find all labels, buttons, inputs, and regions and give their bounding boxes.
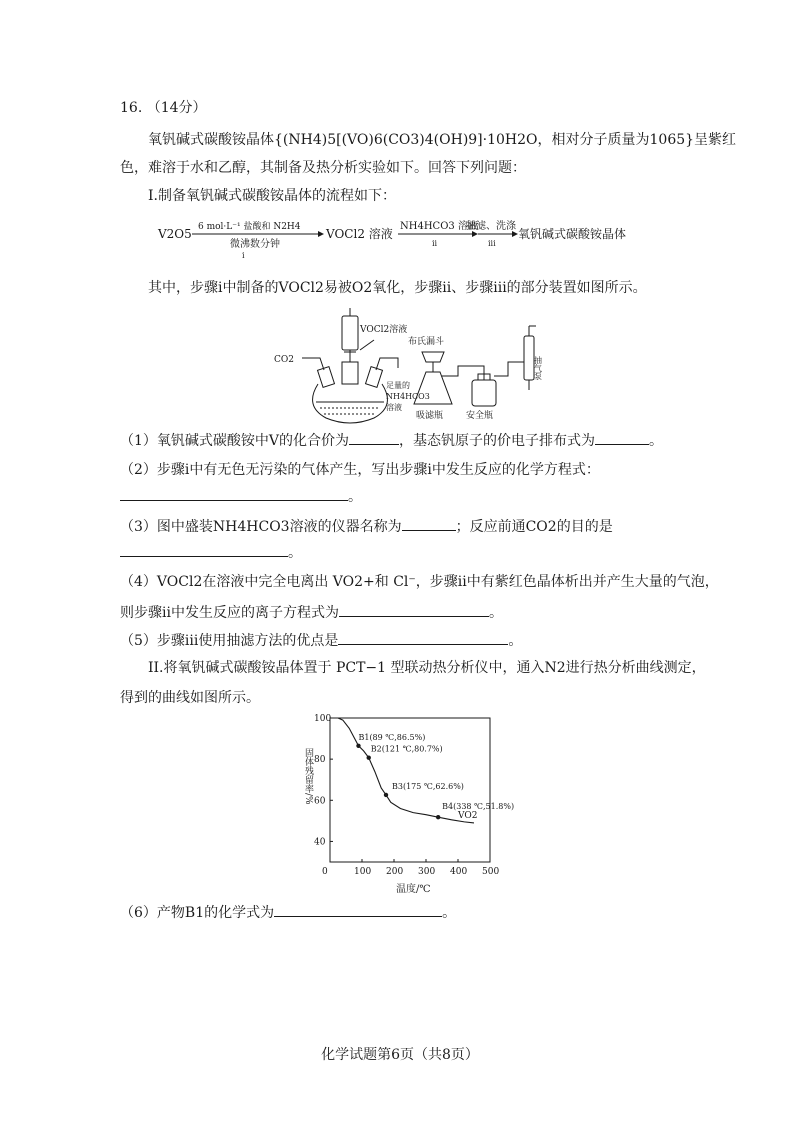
point-marker xyxy=(436,815,440,819)
y-tick-label: 80 xyxy=(314,755,326,766)
page-footer: 化学试题第6页（共8页） xyxy=(321,1047,479,1063)
q2-end: 。 xyxy=(348,489,362,505)
x-tick-label: 500 xyxy=(482,867,500,877)
x-tick-label: 0 xyxy=(322,867,328,877)
q3-end: 。 xyxy=(288,545,302,561)
flow-step2-roman: ii xyxy=(432,239,438,248)
flow-step2-reagent: NH4HCO3 溶液 xyxy=(400,221,478,232)
q5-end: 。 xyxy=(508,633,523,649)
x-tick-label: 100 xyxy=(354,867,372,877)
point-marker xyxy=(384,793,388,797)
flask-label: 吸滤瓶 xyxy=(416,411,444,421)
q1-blank-electron-config[interactable] xyxy=(595,430,649,445)
point-label: B3(175 ℃,62.6%) xyxy=(392,781,464,791)
flow-step1-roman: i xyxy=(242,251,245,260)
flow-diagram xyxy=(150,212,650,260)
flow-end: 氧钒碱式碳酸铵晶体 xyxy=(518,227,627,241)
q6-end: 。 xyxy=(442,905,457,921)
question-2: （2）步骤i中有无色无污染的气体产生，写出步骤i中发生反应的化学方程式： xyxy=(120,462,600,478)
y-tick-label: 60 xyxy=(314,796,326,807)
q3-blank-instrument[interactable] xyxy=(402,516,456,531)
vo2-end-label: VO2 xyxy=(458,810,478,821)
pump-label: 抽气泵 xyxy=(533,356,543,380)
point-marker xyxy=(356,744,360,748)
q1-blank-valence[interactable] xyxy=(349,430,399,445)
question-number: 16. xyxy=(120,100,143,116)
intro-line-1: 氧钒碱式碳酸铵晶体{(NH4)5[(VO)6(CO3)4(OH)9]·10H2O，相对分子质量为1065}呈紫红 xyxy=(148,132,737,148)
q1-end: 。 xyxy=(649,433,664,449)
question-5 xyxy=(120,630,522,651)
q3-text: （3）图中盛装NH4HCO3溶液的仪器名称为 xyxy=(120,519,402,535)
x-tick-label: 200 xyxy=(386,867,404,877)
q1-text: （1）氧钒碱式碳酸铵中V的化合价为 xyxy=(120,433,350,449)
q4-end: 。 xyxy=(488,605,503,621)
thermal-analysis-chart xyxy=(290,710,520,900)
q5-blank-advantage[interactable] xyxy=(338,630,508,645)
question-header xyxy=(120,98,207,118)
apparatus-figure xyxy=(262,306,562,426)
chart-x-axis-label: 温度/℃ xyxy=(396,884,431,895)
intro-line-2: 色，难溶于水和乙醇，其制备及热分析实验如下。回答下列问题： xyxy=(120,160,526,176)
part2-line-2: 得到的曲线如图所示。 xyxy=(120,690,260,706)
point-label: B4(338 ℃,51.8%) xyxy=(442,802,515,812)
y-tick-label: 100 xyxy=(314,714,332,724)
question-4-line-2 xyxy=(120,602,503,623)
q5-text: （5）步骤iii使用抽滤方法的优点是 xyxy=(120,633,339,649)
x-tick-label: 300 xyxy=(418,867,436,877)
flow-step1-condition: 微沸数分钟 xyxy=(230,239,280,250)
funnel-label: 布氏漏斗 xyxy=(408,337,445,347)
question-6 xyxy=(120,902,456,923)
chart-y-axis-label: 固体残留率/% xyxy=(303,748,313,805)
q3-blank-purpose[interactable] xyxy=(120,542,288,557)
flow-step3-roman: iii xyxy=(488,239,496,248)
flow-middle: VOCl2 溶液 xyxy=(326,227,393,241)
question-1 xyxy=(120,430,663,451)
part1-heading: I.制备氧钒碱式碳酸铵晶体的流程如下： xyxy=(148,188,396,204)
q3-mid: ；反应前通CO2的目的是 xyxy=(455,519,613,535)
part2-line-1: II.将氧钒碱式碳酸铵晶体置于 PCT−1 型联动热分析仪中，通入N2进行热分析曲线测定， xyxy=(148,660,706,676)
question-2-answer-line xyxy=(120,486,362,507)
nh4hco3-label-3: 溶液 xyxy=(386,403,402,412)
q2-blank-equation[interactable] xyxy=(120,486,348,501)
flow-step1-reagent: 6 mol·L⁻¹ 盐酸和 N2H4 xyxy=(198,222,301,232)
point-label: B1(89 ℃,86.5%) xyxy=(358,732,426,742)
question-4-line-1: （4）VOCl2在溶液中完全电离出 VO2+和 Cl⁻，步骤ii中有紫红色晶体析出并产生大量的气泡， xyxy=(120,574,719,590)
q4-text: 则步骤ii中发生反应的离子方程式为 xyxy=(120,605,339,621)
question-3 xyxy=(120,516,613,537)
point-label: B2(121 ℃,80.7%) xyxy=(370,744,443,754)
vocl2-label: VOCl2溶液 xyxy=(360,325,408,335)
point-marker xyxy=(367,756,371,760)
x-tick-label: 400 xyxy=(450,867,468,877)
y-tick-label: 40 xyxy=(314,837,326,848)
q1-mid: ，基态钒原子的价电子排布式为 xyxy=(399,433,596,449)
flow-step3-operation: 抽滤、洗涤 xyxy=(466,221,516,232)
question-3-answer-line xyxy=(120,542,302,563)
co2-label: CO2 xyxy=(274,355,294,365)
question-points: （14分） xyxy=(146,100,207,116)
nh4hco3-label-2: NH4HCO3 xyxy=(386,392,430,401)
q4-blank-ionic-equation[interactable] xyxy=(339,602,489,617)
apparatus-text: 其中，步骤i中制备的VOCl2易被O2氧化，步骤ii、步骤iii的部分装置如图所示。 xyxy=(148,280,647,296)
q6-text: （6）产物B1的化学式为 xyxy=(120,905,275,921)
safety-bottle-label: 安全瓶 xyxy=(466,411,494,421)
q6-blank-formula[interactable] xyxy=(274,902,442,917)
flow-start: V2O5 xyxy=(158,227,192,241)
nh4hco3-label-1: 足量的 xyxy=(386,381,410,390)
